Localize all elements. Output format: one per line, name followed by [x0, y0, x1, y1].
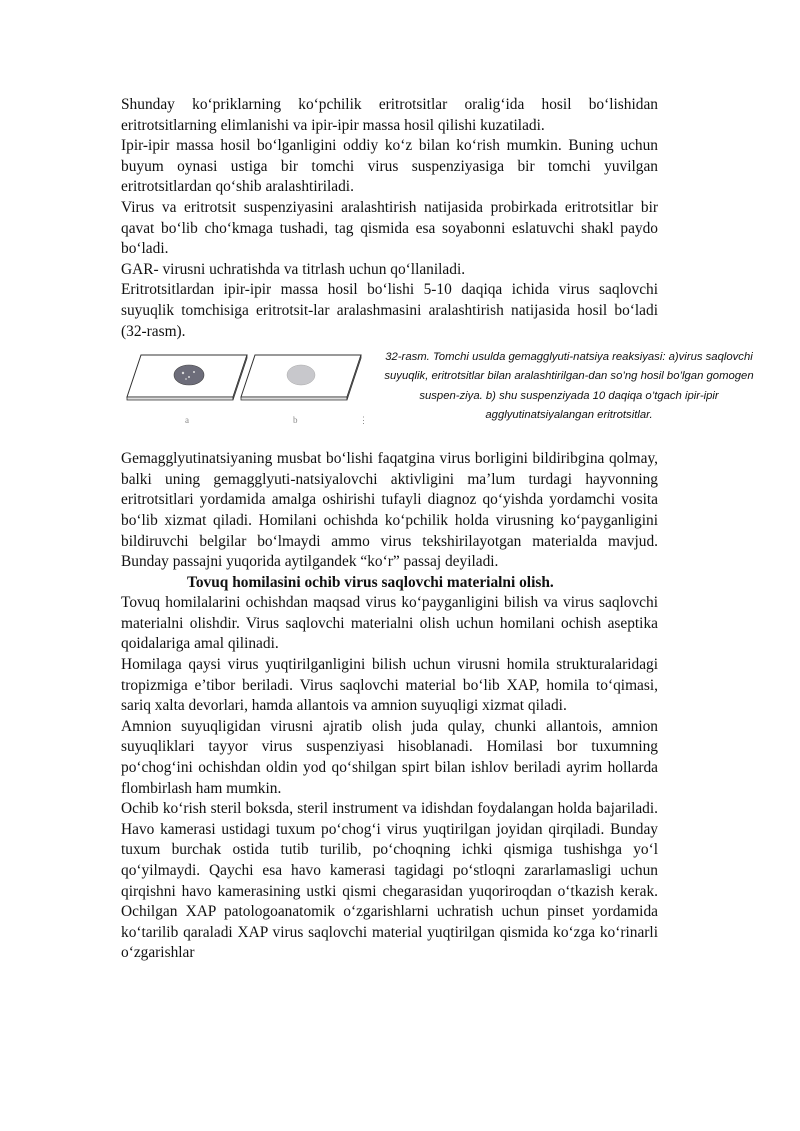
section-heading: Tovuq homilasini ochib virus saqlovchi materialni olish. — [187, 573, 554, 591]
paragraph: Ochib ko‘rish steril boksda, steril instrument va idishdan foydalangan holda bajariladi. Havo kamerasi ustidagi tuxum po‘chog‘i virus yuqtirilgan joyidan qirqiladi. Bunday tuxum burchak ostida tutib turilib, po‘choqning ichki qismiga tushishga yo‘l qo‘yilmaydi. Qaychi esa havo kamerasi tagidagi po‘stloqni zararlamasligi uchun qirqishni havo kamerasining ustki qismi chegarasidan yuqoriroqdan o‘tkazish kerak. Ochilgan XAP patologoanatomik o‘zgarishlarni uchratish uchun pinset yordamida ko‘tarilib qaraladi XAP virus saqlovchi material yuqtirilgan qismida ko‘zga ko‘rinarli o‘zgarishlar — [121, 800, 658, 962]
label-b: b — [293, 415, 298, 426]
paragraph: Homilaga qaysi virus yuqtirilganligini bilish uchun virusni homila strukturalaridagi tropizmiga e’tibor beriladi. Virus saqlovchi material bo‘lib XAP, homila to‘qimasi, sariq xalta devorlari, hamda allantois va amnion suyuqligi xizmat qiladi. — [121, 656, 658, 715]
paragraph: Eritrotsitlardan ipir-ipir massa hosil bo‘lishi 5-10 daqiqa ichida virus saqlovchi suyuqlik tomchisiga eritrotsit-lar aralashmasini aralashtirish natijasida hosil bo‘ladi (32-rasm). — [121, 281, 658, 340]
paragraph: Ipir-ipir massa hosil bo‘lganligini oddiy ko‘z bilan ko‘rish mumkin. Buning uchun buyum oynasi ustiga bir tomchi virus suspenziyasiga bir tomchi yuvilgan eritrotsitlardan qo‘shib aralashtiriladi. — [121, 137, 658, 196]
paragraph: Amnion suyuqligidan virusni ajratib olish juda qulay, chunki allantois, amnion suyuqliklari tayyor virus suspenziyasi hisoblanadi. Homilasi bor tuxumning po‘chog‘ini ochishdan oldin yod qo‘shilgan spirt bilan ishlov beriladi ayrim hollarda flombirlash ham mumkin. — [121, 717, 658, 797]
figure-caption: 32-rasm. Tomchi usulda gemagglyuti-natsiya reaksiyasi: a)virus saqlovchi suyuqlik, eritrotsitlar bilan aralashtirilgan-dan so’ng hosil bo’lgan gomogen suspen-ziya. b) shu suspenziyada 10 daqiqa o’tgach ipir-ipir agglyutinatsiyalangan eritrotsitlar. — [384, 351, 754, 421]
figure-marker: ⋮ — [359, 415, 368, 426]
paragraph: GAR- virusni uchratishda va titrlash uchun qo‘llaniladi. — [121, 260, 466, 278]
figure-32 — [121, 343, 754, 449]
paragraph: Virus va eritrotsit suspenziyasini aralashtirish natijasida probirkada eritrotsitlar bir qavat bo‘lib cho‘kmaga tushadi, tag qismida esa soyabonni eslatuvchi shakl paydo bo‘ladi. — [121, 198, 658, 258]
slide-a — [127, 355, 247, 400]
glass-slides-illustration — [123, 349, 368, 429]
label-a: a — [185, 415, 189, 426]
paragraph: Tovuq homilalarini ochishdan maqsad virus ko‘payganligini bilish va virus saqlovchi materialni olishdir. Virus saqlovchi materialni olish uchun homilani ochish aseptika qoidalariga amal qilinadi. — [121, 594, 658, 653]
slide-b — [241, 355, 361, 400]
paragraph: Gemagglyutinatsiyaning musbat bo‘lishi faqatgina virus borligini bildiribgina qolmay, balki uning gemagglyuti-natsiyalovchi aktivligini ma’lum turdagi hayvonning eritrotsitlari yordamida amalga oshirishi tufayli diagnoz qo‘yishda yordamchi vosita bo‘lib xizmat qiladi. Homilani ochishda ko‘pchilik holda virusning ko‘payganligini bildiruvchi belgilar bo‘lmaydi ammo virus tekshirilayotgan materialda mavjud. Bunday passajni yuqorida aytilgandek “ko‘r” passaj deyiladi. — [121, 450, 658, 571]
paragraph: Shunday ko‘priklarning ko‘pchilik eritrotsitlar oralig‘ida hosil bo‘lishidan eritrotsitlarning elimlanishi va ipir-ipir massa hosil qilishi kuzatiladi. — [121, 96, 658, 134]
document-page — [121, 95, 754, 964]
